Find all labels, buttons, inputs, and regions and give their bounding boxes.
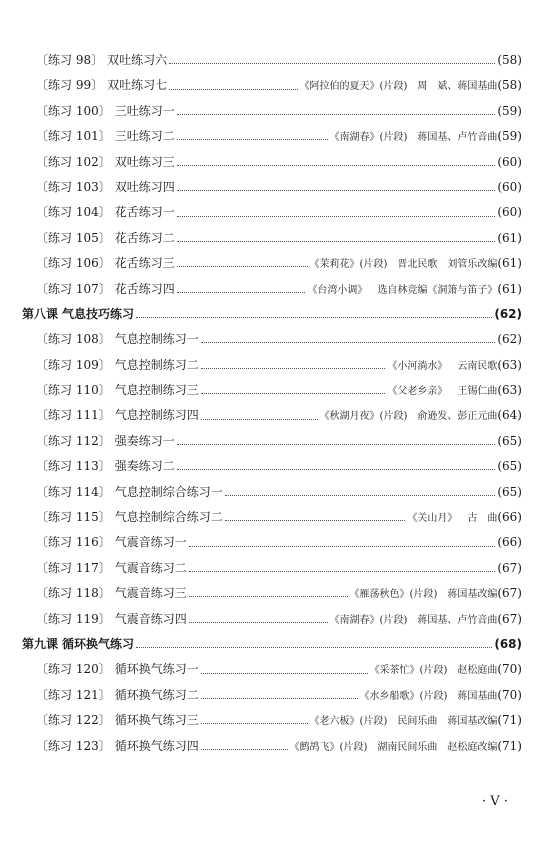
entry-title: 花舌练习四: [114, 281, 175, 296]
entry-title: 循环换气练习二: [114, 687, 199, 702]
toc-entry: [22, 480, 522, 505]
song-title: 《雁荡秋色》(片段): [349, 589, 438, 601]
entry-number: 〔练习 102〕: [36, 154, 111, 169]
entry-number: 〔练习 121〕: [36, 687, 111, 702]
entry-title: 气震音练习四: [114, 611, 187, 626]
entry-title: 三吐练习二: [114, 129, 175, 144]
dot-leader: [177, 444, 496, 445]
entry-number: 〔练习 110〕: [36, 383, 111, 398]
composer-credit: 蒋国基、卢竹音曲: [417, 132, 498, 144]
entry-title: 强奏练习一: [114, 433, 175, 448]
toc-entry: [22, 657, 522, 682]
entry-title: 双吐练习七: [107, 78, 168, 93]
entry-number: 〔练习 108〕: [36, 332, 111, 347]
composer-credit: 蒋国基曲: [457, 690, 498, 702]
page-ref: (58): [497, 53, 522, 67]
page-ref: (65): [497, 484, 522, 499]
entry-number: 第八课: [22, 306, 59, 321]
dot-leader: [201, 749, 288, 750]
page-ref: (70): [497, 687, 522, 702]
entry-number: 〔练习 118〕: [36, 586, 111, 601]
page-ref: (65): [497, 433, 522, 448]
toc-section-heading: [22, 632, 522, 657]
dot-leader: [225, 495, 496, 496]
entry-number: 〔练习 123〕: [36, 738, 111, 753]
toc-entry: [22, 454, 522, 479]
composer-credit: 王锡仁曲: [457, 386, 498, 398]
entry-number: 〔练习 112〕: [36, 433, 111, 448]
page-ref: (70): [497, 662, 522, 677]
song-title: 《阿拉伯的夏天》(片段): [299, 81, 408, 93]
dot-leader: [189, 596, 348, 597]
entry-title: 双吐练习四: [114, 179, 175, 194]
page-ref: (68): [494, 636, 522, 651]
page-ref: (67): [497, 586, 522, 601]
composer-credit: 湖南民间乐曲 赵松庭改编: [377, 741, 498, 753]
entry-title: 花舌练习三: [114, 256, 175, 271]
entry-title: 循环换气练习四: [114, 738, 199, 753]
toc-entry: [22, 48, 522, 73]
dot-leader: [201, 673, 368, 674]
dot-leader: [201, 723, 308, 724]
toc-entry: [22, 581, 522, 606]
entry-title: 气息控制练习一: [114, 332, 199, 347]
page-ref: (61): [497, 230, 522, 245]
entry-number: 〔练习 113〕: [36, 459, 111, 474]
song-title: 《采茶忙》(片段): [369, 665, 448, 677]
dot-leader: [189, 546, 496, 547]
toc-entry: [22, 505, 522, 530]
song-title: 《茉莉花》(片段): [309, 259, 388, 271]
toc-entry: [22, 403, 522, 428]
dot-leader: [225, 520, 406, 521]
toc-entry: [22, 226, 522, 251]
composer-credit: 晋北民歌 刘管乐改编: [397, 259, 498, 271]
entry-number: 〔练习 114〕: [36, 484, 111, 499]
song-title: 《鹧鸪飞》(片段): [289, 741, 368, 753]
toc-entry: [22, 124, 522, 149]
toc-entry: [22, 175, 522, 200]
entry-title: 循环换气练习: [62, 636, 135, 651]
entry-title: 循环换气练习三: [114, 713, 199, 728]
toc-entry: [22, 277, 522, 302]
entry-number: 〔练习 116〕: [36, 535, 111, 550]
song-title: 《关山月》: [407, 513, 458, 525]
toc-entry: [22, 734, 522, 759]
entry-title: 强奏练习二: [114, 459, 175, 474]
toc-entry: [22, 200, 522, 225]
dot-leader: [177, 165, 496, 166]
page-ref: (60): [497, 205, 522, 220]
entry-number: 〔练习 107〕: [36, 281, 111, 296]
composer-credit: 选自林竞编《洞箫与笛子》: [377, 284, 498, 296]
entry-title: 气震音练习一: [114, 535, 187, 550]
entry-number: 〔练习 99〕: [36, 78, 104, 93]
dot-leader: [201, 698, 358, 699]
page-ref: (63): [497, 383, 522, 398]
dot-leader: [177, 241, 496, 242]
page-ref: (60): [497, 179, 522, 194]
page-ref: (67): [497, 611, 522, 626]
entry-title: 气息技巧练习: [62, 306, 135, 321]
entry-title: 气息控制练习二: [114, 357, 199, 372]
table-of-contents: [22, 48, 522, 759]
dot-leader: [177, 469, 496, 470]
song-title: 《台湾小调》: [307, 284, 368, 296]
entry-number: 〔练习 100〕: [36, 103, 111, 118]
dot-leader: [136, 317, 492, 318]
composer-credit: 蒋国基改编: [447, 589, 498, 601]
dot-leader: [169, 63, 495, 64]
entry-number: 〔练习 103〕: [36, 179, 111, 194]
entry-number: 〔练习 115〕: [36, 510, 111, 525]
dot-leader: [136, 647, 492, 648]
entry-number: 〔练习 101〕: [36, 129, 111, 144]
dot-leader: [177, 216, 496, 217]
composer-credit: 俞逊发、彭正元曲: [417, 411, 498, 423]
toc-entry: [22, 251, 522, 276]
toc-entry: [22, 683, 522, 708]
song-title: 《南湖春》(片段): [329, 132, 408, 144]
entry-number: 〔练习 111〕: [36, 408, 111, 423]
entry-title: 花舌练习二: [114, 230, 175, 245]
page-ref: (61): [497, 281, 522, 296]
dot-leader: [177, 292, 306, 293]
page-ref: (59): [497, 103, 522, 118]
entry-title: 气震音练习三: [114, 586, 187, 601]
song-title: 《水乡船歌》(片段): [359, 690, 448, 702]
entry-number: 〔练习 119〕: [36, 611, 111, 626]
composer-credit: 赵松庭曲: [457, 665, 498, 677]
entry-number: 〔练习 122〕: [36, 713, 111, 728]
entry-title: 气息控制综合练习一: [114, 484, 223, 499]
page-ref: (58): [497, 78, 522, 93]
entry-number: 〔练习 98〕: [36, 53, 104, 67]
dot-leader: [201, 393, 386, 394]
toc-entry: [22, 708, 522, 733]
entry-title: 双吐练习三: [114, 154, 175, 169]
page-ref: (61): [497, 256, 522, 271]
page-ref: (66): [497, 510, 522, 525]
composer-credit: 民间乐曲 蒋国基改编: [397, 716, 498, 728]
entry-title: 气息控制练习四: [114, 408, 199, 423]
toc-entry: [22, 327, 522, 352]
toc-entry: [22, 429, 522, 454]
page-ref: (65): [497, 459, 522, 474]
entry-number: 〔练习 105〕: [36, 230, 111, 245]
song-title: 《老六板》(片段): [309, 716, 388, 728]
entry-title: 三吐练习一: [114, 103, 175, 118]
toc-section-heading: [22, 302, 522, 327]
dot-leader: [201, 342, 496, 343]
toc-entry: [22, 353, 522, 378]
entry-title: 气震音练习二: [114, 560, 187, 575]
composer-credit: 古 曲: [467, 513, 498, 525]
dot-leader: [177, 114, 496, 115]
song-title: 《父老乡亲》: [387, 386, 448, 398]
page-ref: (66): [497, 535, 522, 550]
page-ref: (64): [497, 408, 522, 423]
composer-credit: 云南民歌: [457, 360, 498, 372]
page-number: · V ·: [482, 794, 508, 809]
composer-credit: 周 斌、蒋国基曲: [417, 81, 498, 93]
song-title: 《小河淌水》: [387, 360, 448, 372]
dot-leader: [189, 622, 328, 623]
toc-entry: [22, 150, 522, 175]
page-ref: (63): [497, 357, 522, 372]
page-ref: (62): [497, 332, 522, 347]
dot-leader: [201, 368, 386, 369]
page-ref: (59): [497, 129, 522, 144]
dot-leader: [201, 419, 318, 420]
toc-entry: [22, 607, 522, 632]
composer-credit: 蒋国基、卢竹音曲: [417, 614, 498, 626]
dot-leader: [169, 89, 297, 90]
entry-title: 循环换气练习一: [114, 662, 199, 677]
entry-title: 气息控制练习三: [114, 383, 199, 398]
entry-number: 〔练习 104〕: [36, 205, 111, 220]
entry-title: 气息控制综合练习二: [114, 510, 223, 525]
page-ref: (62): [494, 306, 522, 321]
entry-number: 〔练习 106〕: [36, 256, 111, 271]
entry-number: 第九课: [22, 636, 59, 651]
toc-entry: [22, 99, 522, 124]
dot-leader: [189, 571, 496, 572]
dot-leader: [177, 139, 328, 140]
entry-number: 〔练习 117〕: [36, 560, 111, 575]
dot-leader: [177, 190, 496, 191]
song-title: 《秋湖月夜》(片段): [319, 411, 408, 423]
entry-title: 花舌练习一: [114, 205, 175, 220]
page-ref: (71): [497, 738, 522, 753]
toc-entry: [22, 556, 522, 581]
toc-entry: [22, 73, 522, 98]
page-ref: (60): [497, 154, 522, 169]
song-title: 《南湖春》(片段): [329, 614, 408, 626]
toc-entry: [22, 530, 522, 555]
dot-leader: [177, 266, 308, 267]
entry-title: 双吐练习六: [107, 53, 168, 67]
entry-number: 〔练习 120〕: [36, 662, 111, 677]
page-ref: (71): [497, 713, 522, 728]
toc-entry: [22, 378, 522, 403]
page-ref: (67): [497, 560, 522, 575]
entry-number: 〔练习 109〕: [36, 357, 111, 372]
